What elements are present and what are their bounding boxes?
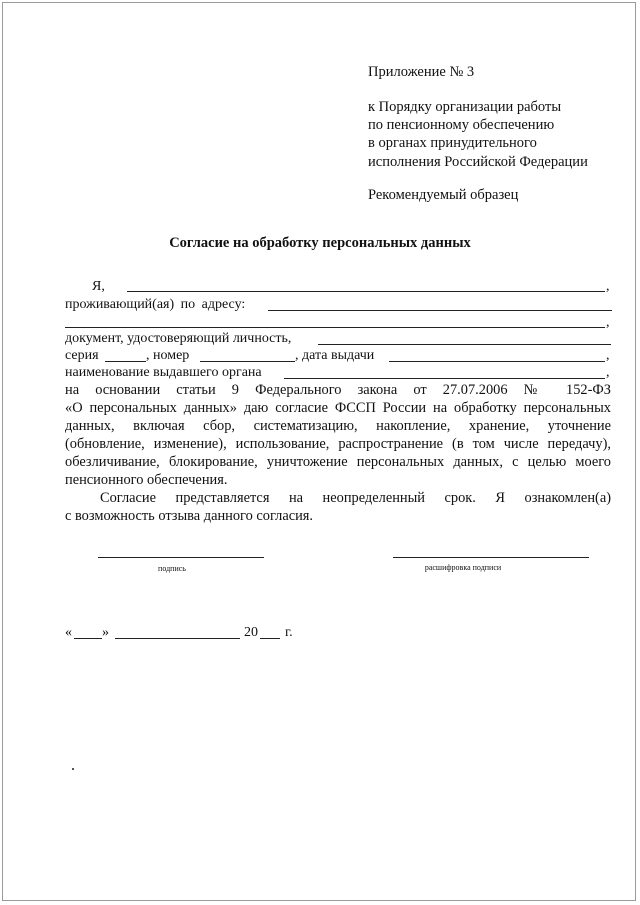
order-line: в органах принудительного — [368, 135, 537, 152]
day-field[interactable] — [74, 638, 102, 639]
order-line: по пенсионному обеспечению — [368, 117, 555, 134]
body-line: пенсионного обеспечения. — [65, 472, 228, 488]
scan-speck — [72, 768, 74, 770]
signature-field[interactable] — [98, 557, 264, 558]
signature-decode-field[interactable] — [393, 557, 589, 558]
address-label: проживающий(ая) по адресу: — [65, 297, 246, 312]
address-field-continued[interactable] — [65, 327, 605, 328]
number-label: , номер — [146, 348, 190, 363]
body-line: «О персональных данных» даю согласие ФССП России на обработку персональных — [65, 400, 611, 416]
signature-decode-caption: расшифровка подписи — [424, 563, 502, 572]
order-reference — [368, 98, 588, 171]
issue-date-label: , дата выдачи — [295, 348, 375, 363]
body-line: данных, включая сбор, систематизацию, накопление, хранение, уточнение — [65, 418, 611, 434]
order-line: к Порядку организации работы — [368, 99, 562, 115]
series-label: серия — [65, 348, 99, 363]
signature-caption: подпись — [158, 564, 186, 573]
full-name-field[interactable] — [127, 291, 605, 292]
year-field[interactable] — [260, 638, 280, 639]
id-document-field[interactable] — [318, 344, 611, 345]
document-title: Согласие на обработку персональных данных — [169, 235, 471, 251]
appendix-number: Приложение № 3 — [368, 64, 475, 80]
year-suffix: г. — [285, 625, 293, 640]
consent-term-line: Согласие представляется на неопределенный срок. Я ознакомлен(а) — [100, 490, 611, 506]
body-line: обезличивание, блокирование, уничтожение персональных данных, с целью моего — [65, 454, 611, 470]
year-prefix: 20 — [244, 625, 258, 640]
i-label: Я, — [92, 279, 105, 294]
date-open-quote: « — [65, 625, 72, 640]
comma: , — [606, 348, 610, 363]
authority-field[interactable] — [284, 378, 605, 379]
date-close-quote: » — [102, 625, 109, 640]
consent-term-line: с возможность отзыва данного согласия. — [65, 508, 314, 524]
month-field[interactable] — [115, 638, 240, 639]
authority-label: наименование выдавшего органа — [65, 365, 262, 380]
address-field[interactable] — [268, 310, 612, 311]
comma: , — [606, 365, 610, 380]
series-field[interactable] — [105, 361, 146, 362]
comma: , — [606, 315, 610, 330]
body-line: (обновление, изменение), использование, распространение (в том числе передачу), — [65, 436, 611, 452]
issue-date-field[interactable] — [389, 361, 605, 362]
order-line: исполнения Российской Федерации — [368, 153, 588, 170]
recommended-sample: Рекомендуемый образец — [368, 187, 519, 203]
id-document-label: документ, удостоверяющий личность, — [65, 331, 292, 346]
body-line: на основании статьи 9 Федерального закона от 27.07.2006 № 152-ФЗ — [65, 382, 611, 398]
number-field[interactable] — [200, 361, 295, 362]
comma: , — [606, 279, 610, 294]
